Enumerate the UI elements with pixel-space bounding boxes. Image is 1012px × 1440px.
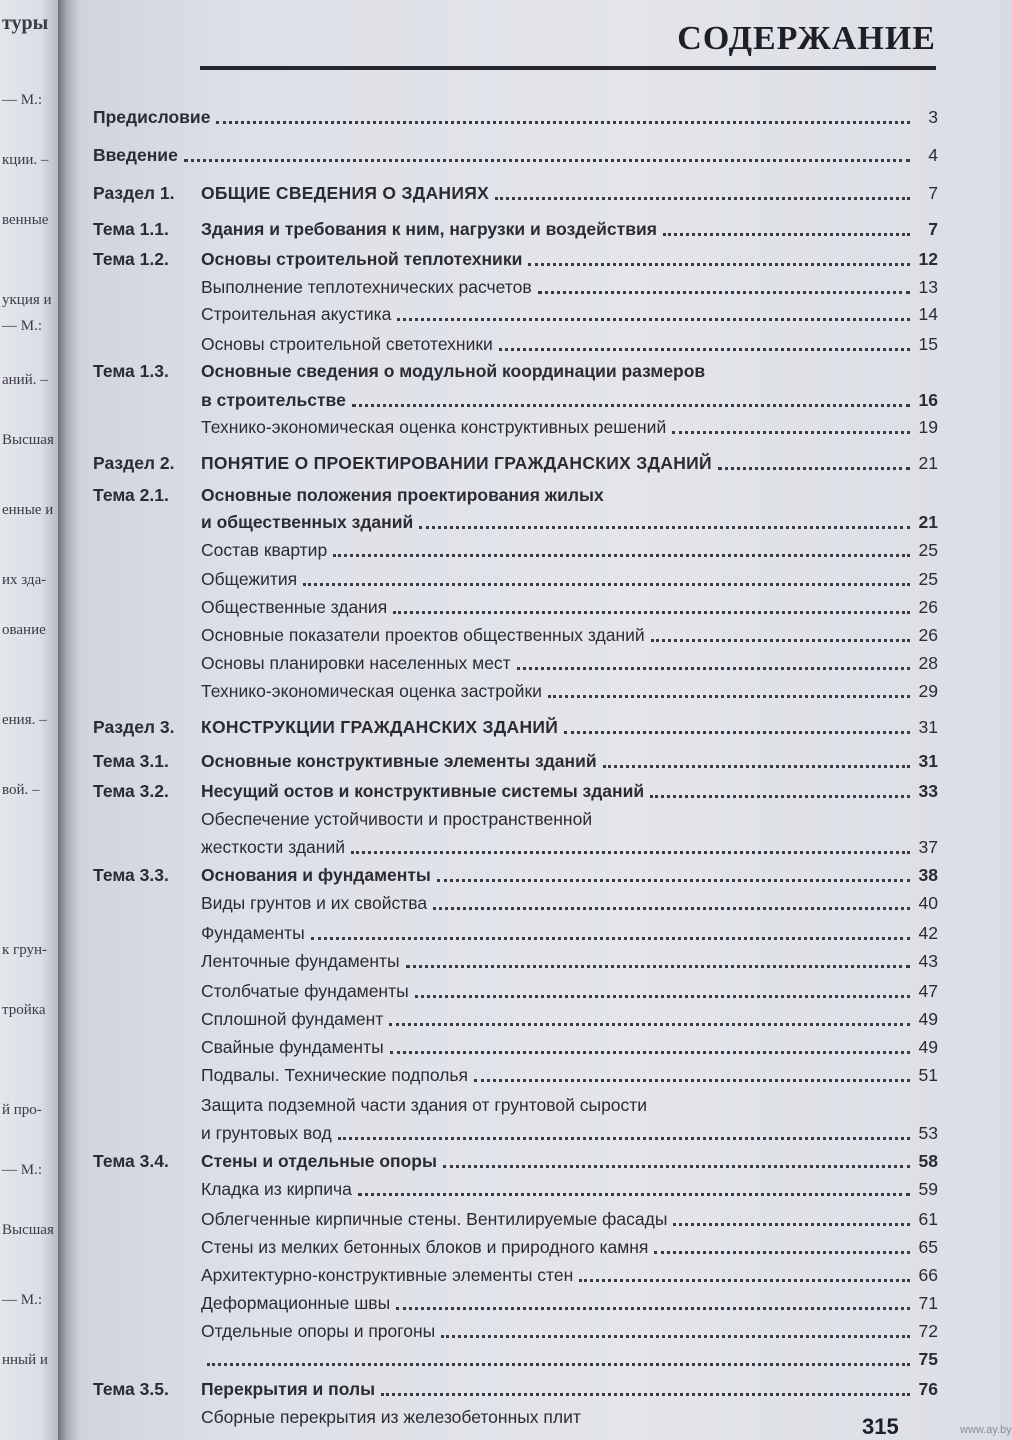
toc-entry-page: 26 bbox=[918, 625, 938, 645]
toc-entry-page: 14 bbox=[918, 304, 938, 324]
toc-entry-title: Виды грунтов и их свойства bbox=[201, 893, 428, 913]
toc-entry-page: 12 bbox=[918, 249, 938, 269]
toc-leader-dots bbox=[654, 1250, 910, 1254]
toc-leader-dots bbox=[390, 1050, 910, 1054]
toc-entry-page: 38 bbox=[918, 865, 938, 885]
toc-entry bbox=[93, 678, 938, 705]
toc-entry bbox=[93, 1290, 938, 1317]
toc-entry-title: Основные сведения о модульной координации размеров bbox=[201, 361, 706, 381]
left-page-fragment: к грун- bbox=[2, 942, 48, 958]
toc-entry-title: Состав квартир bbox=[201, 540, 328, 560]
toc-entry bbox=[93, 978, 938, 1005]
toc-entry bbox=[93, 1318, 938, 1345]
toc-entry bbox=[93, 748, 938, 775]
toc-leader-dots bbox=[663, 232, 910, 236]
toc-leader-dots bbox=[474, 1078, 910, 1082]
toc-entry-page: 58 bbox=[918, 1151, 938, 1171]
toc-entry-page: 75 bbox=[918, 1349, 938, 1369]
toc-leader-dots bbox=[495, 196, 910, 200]
toc-entry-label: Тема 3.4. bbox=[93, 1151, 169, 1171]
toc-entry-page: 28 bbox=[918, 653, 938, 673]
toc-leader-dots bbox=[303, 582, 910, 586]
toc-entry-title: Выполнение теплотехнических расчетов bbox=[201, 277, 532, 297]
toc-entry bbox=[93, 216, 938, 243]
toc-entry bbox=[93, 806, 938, 833]
page-number: 315 bbox=[862, 1414, 899, 1439]
toc-entry-page: 59 bbox=[918, 1179, 938, 1199]
toc-leader-dots bbox=[528, 262, 910, 266]
toc-entry-title: Стены и отдельные опоры bbox=[201, 1151, 437, 1171]
left-page-fragment: укция и bbox=[2, 292, 52, 308]
toc-entry-label: Раздел 2. bbox=[93, 453, 175, 473]
toc-entry-title: Основные конструктивные элементы зданий bbox=[201, 751, 597, 771]
toc-leader-dots bbox=[673, 1222, 910, 1226]
toc-entry-label: Тема 3.3. bbox=[93, 865, 169, 885]
toc-entry-label: Тема 3.2. bbox=[93, 781, 169, 801]
toc-entry-title: в строительстве bbox=[201, 390, 346, 410]
toc-entry-page: 51 bbox=[918, 1065, 938, 1085]
toc-entry-label: Тема 1.2. bbox=[93, 249, 169, 269]
toc-page bbox=[80, 0, 1012, 1440]
toc-entry-title: Здания и требования к ним, нагрузки и воздействия bbox=[201, 219, 657, 239]
toc-entry bbox=[93, 274, 938, 301]
left-page-fragment: тройка bbox=[2, 1002, 46, 1018]
toc-entry-page: 49 bbox=[918, 1009, 938, 1029]
left-page-fragment: нный и bbox=[2, 1352, 48, 1368]
toc-entry-page: 72 bbox=[918, 1321, 938, 1341]
toc-entry-page: 43 bbox=[918, 951, 938, 971]
toc-entry bbox=[93, 180, 938, 207]
page-heading: СОДЕРЖАНИЕ bbox=[677, 20, 936, 57]
left-page-fragment: ения. – bbox=[2, 712, 47, 728]
left-page-fragment: Высшая bbox=[2, 432, 54, 448]
toc-entry-page: 7 bbox=[928, 183, 938, 203]
toc-entry bbox=[93, 948, 938, 975]
toc-entry-title: Подвалы. Технические подполья bbox=[201, 1065, 469, 1085]
toc-entry-page: 29 bbox=[918, 681, 938, 701]
toc-entry-label: Тема 1.1. bbox=[93, 219, 169, 239]
toc-entry-title: Перекрытия и полы bbox=[201, 1379, 376, 1399]
toc-leader-dots bbox=[351, 850, 910, 854]
toc-entry bbox=[93, 246, 938, 273]
toc-entry bbox=[93, 331, 938, 358]
toc-entry-page: 25 bbox=[918, 540, 938, 560]
left-page-fragment: енные и bbox=[2, 502, 54, 518]
toc-entry bbox=[93, 1120, 938, 1147]
toc-leader-dots bbox=[389, 1022, 910, 1026]
toc-entry-title: Строительная акустика bbox=[201, 304, 392, 324]
toc-entry-page: 66 bbox=[918, 1265, 938, 1285]
toc-entry-label: Раздел 3. bbox=[93, 717, 175, 737]
toc-entry-title: Общежития bbox=[201, 569, 298, 589]
toc-entry-title: Введение bbox=[93, 145, 178, 165]
toc-entry-title: Основные показатели проектов общественных зданий bbox=[201, 625, 645, 645]
toc-leader-dots bbox=[406, 964, 910, 968]
toc-leader-dots bbox=[216, 120, 910, 124]
toc-entry-label: Тема 3.1. bbox=[93, 751, 169, 771]
toc-entry-page: 21 bbox=[918, 453, 938, 473]
toc-entry bbox=[93, 1262, 938, 1289]
toc-entry-page: 13 bbox=[918, 277, 938, 297]
left-page-fragment: Высшая bbox=[2, 1222, 54, 1238]
toc-leader-dots bbox=[397, 317, 910, 321]
toc-entry bbox=[93, 1092, 938, 1119]
toc-leader-dots bbox=[396, 1306, 910, 1310]
toc-entry-page: 49 bbox=[918, 1037, 938, 1057]
left-page-fragment: венные bbox=[2, 212, 49, 228]
toc-entry-page: 42 bbox=[918, 923, 938, 943]
left-page-fragment: кции. – bbox=[2, 152, 49, 168]
left-page-fragment: ование bbox=[2, 622, 46, 638]
toc-leader-dots bbox=[437, 878, 910, 882]
toc-leader-dots bbox=[443, 1164, 910, 1168]
toc-entry bbox=[93, 1404, 938, 1431]
toc-leader-dots bbox=[352, 403, 910, 407]
toc-entry-title: Основания и фундаменты bbox=[201, 865, 431, 885]
toc-entry-title: и грунтовых вод bbox=[201, 1123, 332, 1143]
toc-entry-page: 16 bbox=[918, 390, 938, 410]
toc-entry bbox=[93, 1206, 938, 1233]
toc-entry-title: и общественных зданий bbox=[201, 512, 414, 532]
toc-entry-page: 47 bbox=[918, 981, 938, 1001]
left-facing-page bbox=[0, 0, 58, 1440]
toc-entry bbox=[93, 142, 938, 169]
toc-leader-dots bbox=[441, 1334, 910, 1338]
toc-leader-dots bbox=[381, 1392, 910, 1396]
toc-entry-title: Основы строительной светотехники bbox=[201, 334, 493, 354]
toc-entry-title: Основные положения проектирования жилых bbox=[201, 485, 604, 505]
toc-entry-title: Общественные здания bbox=[201, 597, 388, 617]
toc-leader-dots bbox=[603, 764, 910, 768]
table-of-contents bbox=[80, 0, 1000, 1440]
toc-entry bbox=[93, 714, 938, 741]
toc-entry-page: 21 bbox=[918, 512, 938, 532]
toc-entry-page: 76 bbox=[918, 1379, 938, 1399]
toc-leader-dots bbox=[358, 1192, 910, 1196]
toc-entry bbox=[93, 834, 938, 861]
toc-entry bbox=[93, 1376, 938, 1403]
toc-entry-title: Предисловие bbox=[93, 107, 211, 127]
toc-entry-page: 65 bbox=[918, 1237, 938, 1257]
left-page-fragment: — М.: bbox=[2, 1292, 43, 1308]
toc-entry-title: Технико-экономическая оценка застройки bbox=[201, 681, 542, 701]
toc-entry-page: 40 bbox=[918, 893, 938, 913]
toc-entry-title: Отдельные опоры и прогоны bbox=[201, 1321, 436, 1341]
toc-leader-dots bbox=[499, 347, 910, 351]
toc-entry-page: 37 bbox=[918, 837, 938, 857]
left-page-fragment: — М.: bbox=[2, 318, 43, 334]
toc-entry-page: 53 bbox=[918, 1123, 938, 1143]
toc-leader-dots bbox=[548, 694, 910, 698]
toc-entry bbox=[93, 778, 938, 805]
left-page-fragment: туры bbox=[2, 12, 49, 34]
toc-leader-dots bbox=[433, 906, 910, 910]
toc-entry bbox=[93, 414, 938, 441]
toc-entry-title: Стены из мелких бетонных блоков и природного камня bbox=[201, 1237, 649, 1257]
toc-entry-title: Сплошной фундамент bbox=[201, 1009, 384, 1029]
toc-entry bbox=[93, 537, 938, 564]
toc-entry-label: Тема 2.1. bbox=[93, 485, 169, 505]
toc-entry bbox=[93, 1176, 938, 1203]
left-page-fragment: аний. – bbox=[2, 372, 48, 388]
toc-entry-title: Фундаменты bbox=[201, 923, 305, 943]
toc-entry-label: Раздел 1. bbox=[93, 183, 175, 203]
toc-leader-dots bbox=[415, 994, 910, 998]
toc-entry-title: Архитектурно-конструктивные элементы стен bbox=[201, 1265, 574, 1285]
toc-leader-dots bbox=[393, 610, 910, 614]
toc-entry-page: 3 bbox=[928, 107, 938, 127]
toc-entry-label: Тема 1.3. bbox=[93, 361, 169, 381]
toc-entry-title: Сборные перекрытия из железобетонных плит bbox=[201, 1407, 581, 1427]
toc-entry bbox=[93, 358, 938, 385]
toc-entry-title: Защита подземной части здания от грунтовой сырости bbox=[201, 1095, 648, 1115]
toc-entry bbox=[93, 650, 938, 677]
toc-leader-dots bbox=[564, 730, 910, 734]
toc-leader-dots bbox=[311, 936, 910, 940]
toc-entry bbox=[93, 1006, 938, 1033]
toc-leader-dots bbox=[650, 794, 910, 798]
toc-entry-title: Свайные фундаменты bbox=[201, 1037, 384, 1057]
toc-entry bbox=[93, 450, 938, 477]
toc-entry-title: Деформационные швы bbox=[201, 1293, 391, 1313]
toc-leader-dots bbox=[718, 466, 910, 470]
toc-entry-title: Обеспечение устойчивости и пространственной bbox=[201, 809, 593, 829]
toc-leader-dots bbox=[419, 525, 910, 529]
toc-entry-page: 7 bbox=[928, 219, 938, 239]
left-page-fragment: — М.: bbox=[2, 92, 43, 108]
toc-entry bbox=[93, 594, 938, 621]
toc-entry-label: Тема 3.5. bbox=[93, 1379, 169, 1399]
toc-leader-dots bbox=[333, 553, 910, 557]
toc-entry bbox=[93, 104, 938, 131]
toc-entry-title: жесткости зданий bbox=[201, 837, 345, 857]
toc-entry-page: 4 bbox=[928, 145, 938, 165]
toc-entry bbox=[93, 566, 938, 593]
toc-entry-page: 33 bbox=[918, 781, 938, 801]
toc-entry-title: Ленточные фундаменты bbox=[201, 951, 400, 971]
toc-entry-title: Основы планировки населенных мест bbox=[201, 653, 511, 673]
toc-leader-dots bbox=[184, 158, 910, 162]
toc-leader-dots bbox=[672, 430, 910, 434]
toc-entry-page: 26 bbox=[918, 597, 938, 617]
toc-entry bbox=[93, 482, 938, 509]
left-page-fragment: вой. – bbox=[2, 782, 40, 798]
toc-entry-title: Технико-экономическая оценка конструктивных решений bbox=[201, 417, 667, 437]
toc-entry bbox=[93, 509, 938, 536]
toc-entry-title: Основы строительной теплотехники bbox=[201, 249, 523, 269]
toc-entry bbox=[93, 1234, 938, 1261]
book-spine bbox=[58, 0, 80, 1440]
toc-entry-title: Облегченные кирпичные стены. Вентилируемые фасады bbox=[201, 1209, 668, 1229]
toc-entry-page: 61 bbox=[918, 1209, 938, 1229]
toc-leader-dots bbox=[538, 290, 910, 294]
toc-entry-title: Столбчатые фундаменты bbox=[201, 981, 409, 1001]
toc-entry-title: Кладка из кирпича bbox=[201, 1179, 352, 1199]
toc-entry-page: 31 bbox=[918, 751, 938, 771]
toc-entry bbox=[93, 301, 938, 328]
toc-entry-title: КОНСТРУКЦИИ ГРАЖДАНСКИХ ЗДАНИЙ bbox=[201, 717, 559, 737]
toc-entry bbox=[93, 387, 938, 414]
toc-entry bbox=[93, 1346, 938, 1373]
toc-entry-title: ОБЩИЕ СВЕДЕНИЯ О ЗДАНИЯХ bbox=[201, 183, 490, 203]
toc-entry-title: Несущий остов и конструктивные системы зданий bbox=[201, 781, 645, 801]
toc-entry bbox=[93, 920, 938, 947]
toc-entry-page: 19 bbox=[918, 417, 938, 437]
toc-entry bbox=[93, 890, 938, 917]
toc-leader-dots bbox=[517, 666, 910, 670]
toc-entry-page: 25 bbox=[918, 569, 938, 589]
toc-entry bbox=[93, 1034, 938, 1061]
left-page-fragment: й про- bbox=[2, 1102, 42, 1118]
toc-entry bbox=[93, 622, 938, 649]
toc-leader-dots bbox=[207, 1362, 910, 1366]
toc-entry-title: ПОНЯТИЕ О ПРОЕКТИРОВАНИИ ГРАЖДАНСКИХ ЗДАНИЙ bbox=[201, 453, 712, 473]
toc-leader-dots bbox=[651, 638, 910, 642]
toc-entry bbox=[93, 862, 938, 889]
left-page-fragment: их зда- bbox=[2, 572, 47, 588]
toc-entry-page: 15 bbox=[918, 334, 938, 354]
toc-leader-dots bbox=[579, 1278, 910, 1282]
toc-entry bbox=[93, 1148, 938, 1175]
watermark: www.ay.by bbox=[960, 1424, 1012, 1436]
toc-leader-dots bbox=[338, 1136, 910, 1140]
toc-entry-page: 31 bbox=[918, 717, 938, 737]
left-page-fragment: — М.: bbox=[2, 1162, 43, 1178]
toc-entry-page: 71 bbox=[918, 1293, 938, 1313]
toc-entry bbox=[93, 1062, 938, 1089]
